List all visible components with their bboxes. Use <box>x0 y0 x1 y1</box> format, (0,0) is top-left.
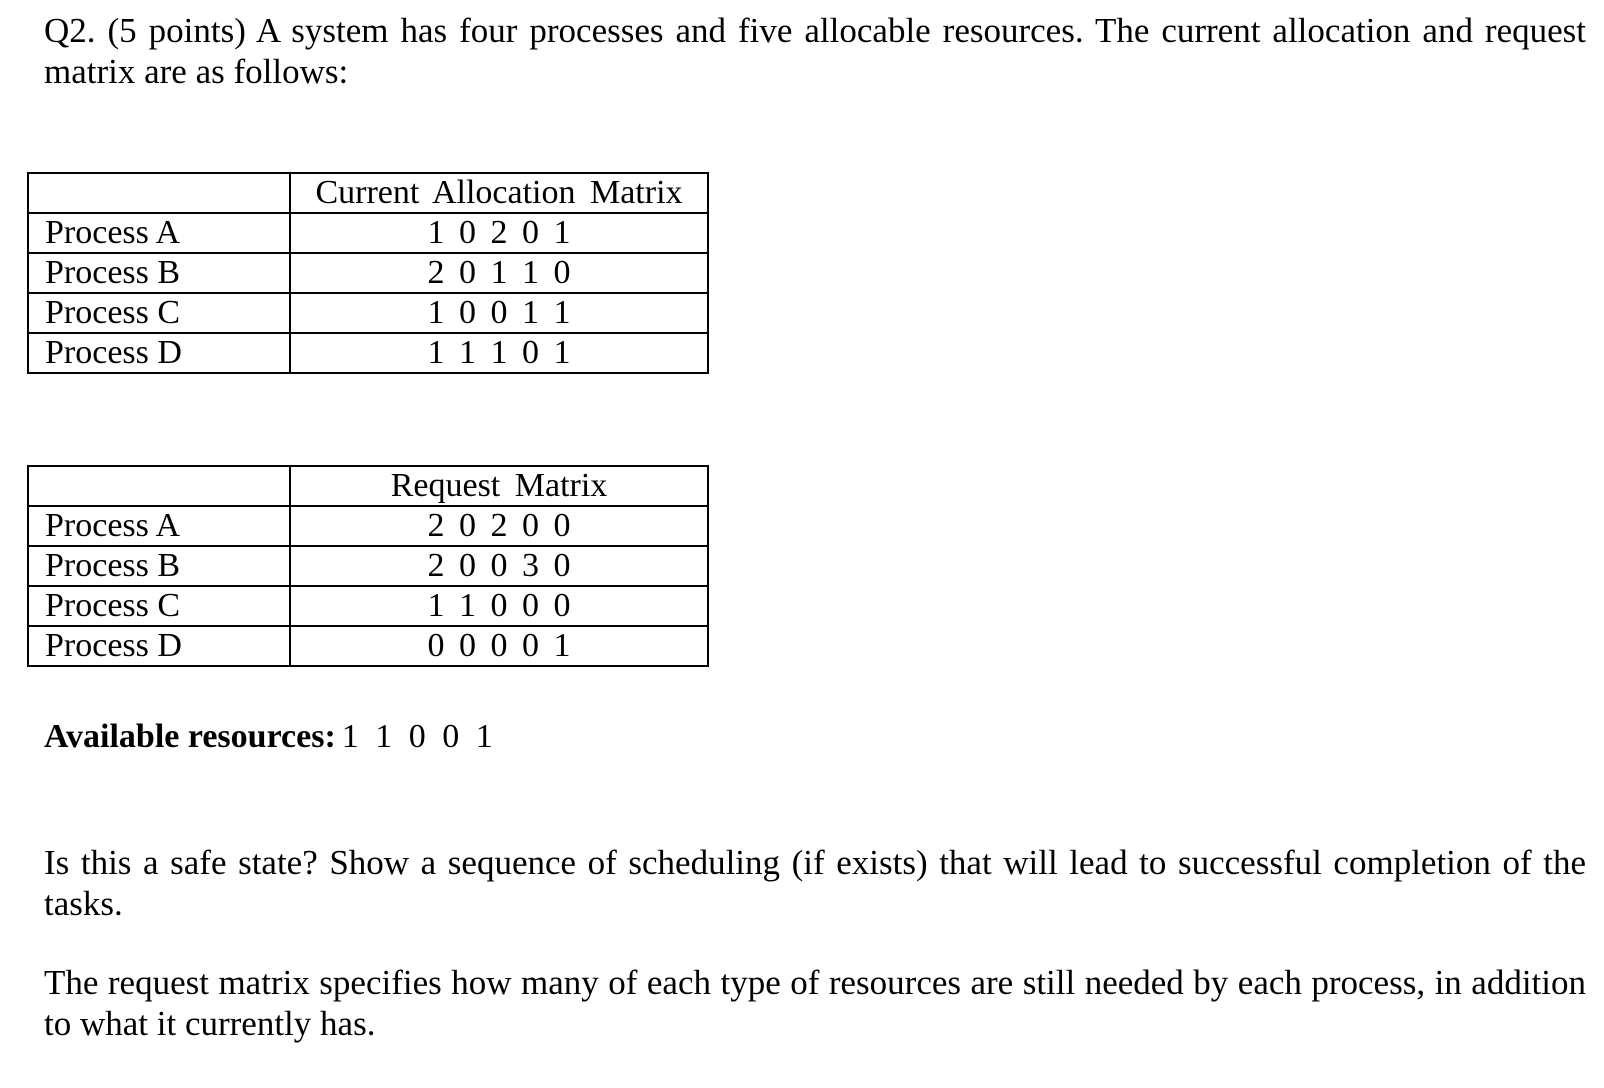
allocation-row-d <box>28 333 708 373</box>
allocation-title: Current Allocation Matrix <box>290 173 708 213</box>
request-values: 2 0 2 0 0 <box>290 506 708 546</box>
allocation-row-b <box>28 253 708 293</box>
allocation-process-label: Process D <box>28 333 290 373</box>
request-row-a <box>28 506 708 546</box>
allocation-process-label: Process A <box>28 213 290 253</box>
question-header: Q2. (5 points) A system has four processes and five allocable resources. The current allocation and request matrix are as follows: <box>44 11 1586 91</box>
allocation-row-c <box>28 293 708 333</box>
request-title: Request Matrix <box>290 466 708 506</box>
request-header-row <box>28 466 708 506</box>
request-values: 1 1 0 0 0 <box>290 586 708 626</box>
question-prompt: Is this a safe state? Show a sequence of scheduling (if exists) that will lead to successful completion of the tasks. <box>44 843 1586 923</box>
request-row-b <box>28 546 708 586</box>
allocation-row-a <box>28 213 708 253</box>
request-process-label: Process D <box>28 626 290 666</box>
request-values: 2 0 0 3 0 <box>290 546 708 586</box>
allocation-values: 2 0 1 1 0 <box>290 253 708 293</box>
allocation-matrix-table <box>27 172 709 374</box>
allocation-values: 1 1 1 0 1 <box>290 333 708 373</box>
available-values: 1 1 0 0 1 <box>341 718 493 755</box>
allocation-corner-cell <box>28 173 290 213</box>
request-matrix-table <box>27 465 709 667</box>
request-row-c <box>28 586 708 626</box>
allocation-values: 1 0 0 1 1 <box>290 293 708 333</box>
request-row-d <box>28 626 708 666</box>
request-process-label: Process C <box>28 586 290 626</box>
allocation-process-label: Process B <box>28 253 290 293</box>
request-values: 0 0 0 0 1 <box>290 626 708 666</box>
allocation-process-label: Process C <box>28 293 290 333</box>
request-corner-cell <box>28 466 290 506</box>
available-resources <box>44 716 493 758</box>
request-process-label: Process B <box>28 546 290 586</box>
allocation-header-row <box>28 173 708 213</box>
request-process-label: Process A <box>28 506 290 546</box>
available-label: Available resources: <box>44 718 336 755</box>
allocation-values: 1 0 2 0 1 <box>290 213 708 253</box>
question-note: The request matrix specifies how many of each type of resources are still needed by each process, in addition to what it currently has. <box>44 963 1586 1043</box>
